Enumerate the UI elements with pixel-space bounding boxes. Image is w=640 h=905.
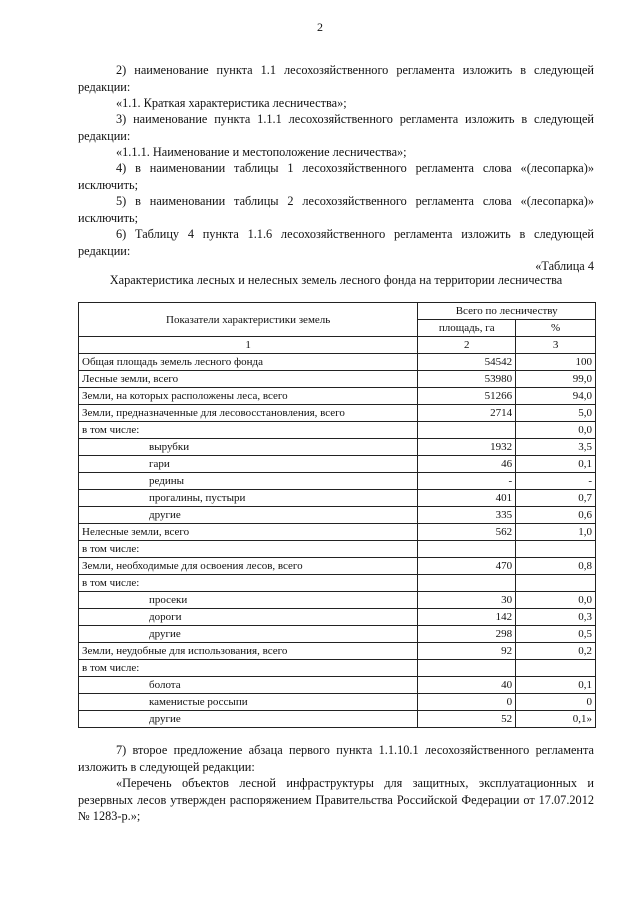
- table-row: [79, 541, 596, 558]
- table-row: [79, 405, 596, 422]
- row-name: Земли, предназначенные для лесовосстановления, всего: [79, 405, 418, 422]
- row-area: 52: [418, 711, 516, 728]
- row-name: Земли, на которых расположены леса, всего: [79, 388, 418, 405]
- paragraph-quote-3: «Перечень объектов лесной инфраструктуры для защитных, эксплуатационных и резервных лесов утвержден распоряжением Правительства Российской Федерации от 17.07.2012 № 1283-р.»;: [78, 776, 594, 823]
- table-row: [79, 609, 596, 626]
- page-number: 2: [317, 20, 323, 34]
- row-area: 40: [418, 677, 516, 694]
- table-row: [79, 677, 596, 694]
- table-row: [79, 371, 596, 388]
- row-name: другие: [79, 711, 418, 728]
- table-row: [79, 388, 596, 405]
- paragraph-quote-1: «1.1. Краткая характеристика лесничества»;: [116, 96, 347, 110]
- row-name: редины: [79, 473, 418, 490]
- row-name: Лесные земли, всего: [79, 371, 418, 388]
- row-pct: [516, 541, 596, 558]
- row-pct: [516, 660, 596, 677]
- row-area: 53980: [418, 371, 516, 388]
- row-pct: -: [516, 473, 596, 490]
- row-pct: 99,0: [516, 371, 596, 388]
- row-pct: 0,1: [516, 677, 596, 694]
- row-pct: [516, 575, 596, 592]
- row-area: 92: [418, 643, 516, 660]
- row-area: [418, 541, 516, 558]
- row-pct: 0,0: [516, 422, 596, 439]
- row-pct: 0,0: [516, 592, 596, 609]
- paragraph-item-6: 6) Таблицу 4 пункта 1.1.6 лесохозяйственного регламента изложить в следующей редакции:: [78, 227, 594, 258]
- row-name: Нелесные земли, всего: [79, 524, 418, 541]
- row-name: Общая площадь земель лесного фонда: [79, 354, 418, 371]
- row-pct: 0,8: [516, 558, 596, 575]
- row-name: каменистые россыпи: [79, 694, 418, 711]
- row-area: 2714: [418, 405, 516, 422]
- table-row: [79, 456, 596, 473]
- row-area: 298: [418, 626, 516, 643]
- row-name: болота: [79, 677, 418, 694]
- row-name: Земли, неудобные для использования, всего: [79, 643, 418, 660]
- row-name: в том числе:: [79, 541, 418, 558]
- row-area: 46: [418, 456, 516, 473]
- row-pct: 0,1»: [516, 711, 596, 728]
- row-pct: 0,1: [516, 456, 596, 473]
- paragraph-item-3: 3) наименование пункта 1.1.1 лесохозяйственного регламента изложить в следующей редакции:: [78, 112, 594, 143]
- paragraph-item-7: 7) второе предложение абзаца первого пункта 1.1.10.1 лесохозяйственного регламента изложить в следующей редакции:: [78, 743, 594, 774]
- colnum-1: 1: [79, 337, 418, 354]
- paragraph-item-5: 5) в наименовании таблицы 2 лесохозяйственного регламента слова «(лесопарка)» исключить;: [78, 194, 594, 225]
- row-area: 1932: [418, 439, 516, 456]
- table-row: [79, 592, 596, 609]
- row-area: 562: [418, 524, 516, 541]
- row-pct: 1,0: [516, 524, 596, 541]
- table-row: [79, 490, 596, 507]
- row-name: вырубки: [79, 439, 418, 456]
- row-area: 470: [418, 558, 516, 575]
- header-total: Всего по лесничеству: [418, 303, 596, 320]
- row-area: [418, 575, 516, 592]
- row-area: [418, 660, 516, 677]
- row-name: другие: [79, 507, 418, 524]
- table-label: «Таблица 4: [535, 259, 594, 273]
- row-area: 0: [418, 694, 516, 711]
- row-name: Земли, необходимые для освоения лесов, всего: [79, 558, 418, 575]
- row-area: 142: [418, 609, 516, 626]
- paragraph-item-2: 2) наименование пункта 1.1 лесохозяйственного регламента изложить в следующей редакции:: [78, 63, 594, 94]
- row-pct: 0,6: [516, 507, 596, 524]
- header-indicator: Показатели характеристики земель: [79, 303, 418, 337]
- row-name: просеки: [79, 592, 418, 609]
- row-pct: 0,7: [516, 490, 596, 507]
- row-name: прогалины, пустыри: [79, 490, 418, 507]
- row-area: 54542: [418, 354, 516, 371]
- row-name: другие: [79, 626, 418, 643]
- row-area: 335: [418, 507, 516, 524]
- table-row: [79, 473, 596, 490]
- row-name: дороги: [79, 609, 418, 626]
- colnum-2: 2: [418, 337, 516, 354]
- table-row: [79, 422, 596, 439]
- table-row: [79, 711, 596, 728]
- row-name: в том числе:: [79, 660, 418, 677]
- table-row: [79, 439, 596, 456]
- row-area: -: [418, 473, 516, 490]
- row-pct: 100: [516, 354, 596, 371]
- row-name: гари: [79, 456, 418, 473]
- row-pct: 0: [516, 694, 596, 711]
- row-pct: 94,0: [516, 388, 596, 405]
- table-row: [79, 694, 596, 711]
- paragraph-quote-2: «1.1.1. Наименование и местоположение лесничества»;: [116, 145, 407, 159]
- table-row: [79, 575, 596, 592]
- header-area: площадь, га: [418, 320, 516, 337]
- row-name: в том числе:: [79, 422, 418, 439]
- row-pct: 5,0: [516, 405, 596, 422]
- row-area: 51266: [418, 388, 516, 405]
- table-row: [79, 507, 596, 524]
- paragraph-item-4: 4) в наименовании таблицы 1 лесохозяйственного регламента слова «(лесопарка)» исключить;: [78, 161, 594, 192]
- table-row: [79, 524, 596, 541]
- table-row: [79, 626, 596, 643]
- table-row: [79, 660, 596, 677]
- table-caption: Характеристика лесных и нелесных земель лесного фонда на территории лесничества: [109, 273, 563, 287]
- colnum-3: 3: [516, 337, 596, 354]
- row-pct: 0,5: [516, 626, 596, 643]
- row-pct: 0,3: [516, 609, 596, 626]
- table-row: [79, 354, 596, 371]
- row-area: [418, 422, 516, 439]
- header-pct: %: [516, 320, 596, 337]
- land-characteristics-table: [78, 302, 596, 728]
- row-name: в том числе:: [79, 575, 418, 592]
- row-area: 401: [418, 490, 516, 507]
- row-area: 30: [418, 592, 516, 609]
- row-pct: 0,2: [516, 643, 596, 660]
- table-row: [79, 558, 596, 575]
- table-row: [79, 643, 596, 660]
- row-pct: 3,5: [516, 439, 596, 456]
